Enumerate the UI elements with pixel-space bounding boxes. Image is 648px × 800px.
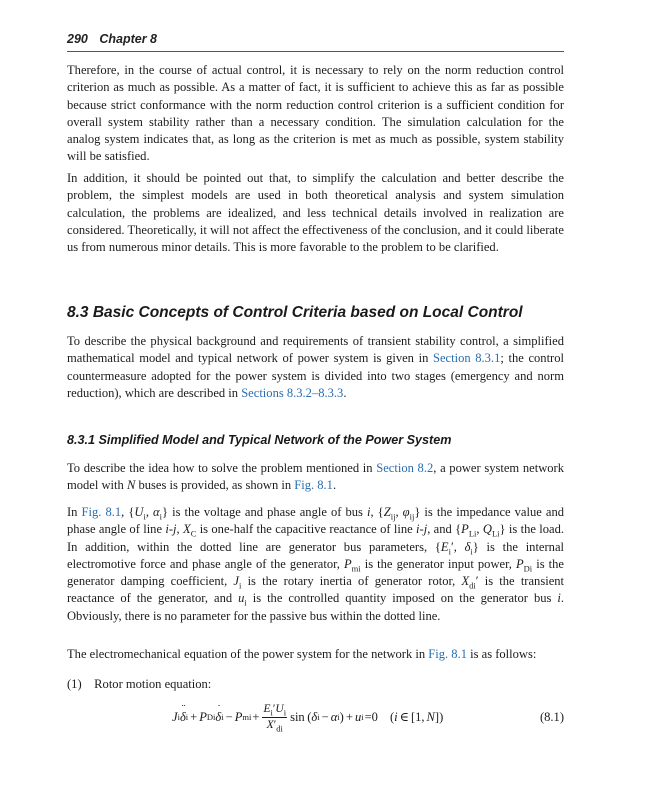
text-run: is the controlled quantity imposed on the generator bus — [246, 591, 558, 606]
subscript-i: i — [239, 580, 242, 591]
list-item-rotor-motion: (1) Rotor motion equation: — [67, 677, 212, 691]
eq-equals-zero: =0 — [364, 709, 378, 724]
symbol-i-j: i-j — [416, 522, 428, 537]
symbol-P: P — [515, 556, 524, 571]
eq-prime: ′ — [273, 718, 277, 731]
link-fig-8-1[interactable]: Fig. 8.1 — [294, 478, 333, 493]
prime-mark: ′ — [475, 574, 479, 589]
symbol-i: i — [557, 591, 561, 606]
eq-J: J — [172, 709, 178, 724]
eq-fraction — [262, 703, 287, 732]
subscript-Di: Di — [523, 563, 533, 574]
eq-sub-i: i — [270, 706, 273, 717]
symbol-alpha: α — [153, 505, 160, 519]
subscript-i: i — [159, 511, 162, 522]
subscript-ij: ij — [409, 511, 415, 522]
text-run: The electromechanical equation of the power system for the network in — [67, 647, 429, 661]
link-sections-8-3-2-8-3-3[interactable]: Sections 8.3.2–8.3.3 — [241, 385, 344, 400]
eq-u: u — [354, 709, 362, 724]
text-run: is the transient reactance of the generator, and — [67, 574, 565, 606]
eq-delta-dot: ˙ δ — [215, 710, 221, 725]
text-run: , — [395, 505, 403, 519]
text-run: . Obviously, there is no parameter for the passive bus within the dotted line. — [67, 591, 564, 623]
running-head — [67, 30, 564, 52]
symbol-i-j: i-j — [165, 522, 177, 537]
text-run: , — [476, 522, 483, 537]
text-run: ; the control countermeasure adopted for the power system is divided into two stages (emergency and norm reduction), which are described in — [67, 351, 564, 400]
text-run: is the generator input power, — [360, 556, 516, 571]
eq-minus: − — [225, 709, 233, 724]
text-run: is the generator damping coefficient, — [67, 556, 564, 589]
text-run: } is the voltage and phase angle of bus — [162, 505, 367, 519]
symbol-P: P — [344, 556, 352, 571]
eq-alpha: α — [330, 709, 338, 724]
equation-body: J i ¨ δ i + P Di ˙ δ i − P mi + $\frac{E_i'U_i}{X'_{di}}$ sin ( δ i − α i ) + u i =0 ( i ∈ [1, N ]) — [172, 697, 443, 737]
text-run: , and { — [427, 522, 462, 537]
eq-U: U — [275, 702, 284, 715]
symbol-phi: φ — [402, 505, 410, 519]
chapter-label: Chapter 8 — [99, 32, 157, 46]
intro-paragraph-1: Therefore, in the course of actual control, it is necessary to rely on the norm reduction control criterion as much as possible. As a matter of fact, it is sufficient to achieve this as far as possible because strict conformance with the norm reduction control criterion is a sufficient condition for overall system stability rather than a necessary condition. The simulation calculation for the analog system indicates that, as long as the criterion is met as much as possible, system stability will be satisfied. — [67, 63, 564, 164]
subscript-i: i — [470, 546, 473, 557]
intro-paragraph-2: In addition, it should be pointed out that, to simplify the calculation and better describe the problem, the simplest models are used in both theoretical analysis and system simulation calculation, the problems are idealized, and less technical details involved in realization are considered. Theoretically, it will not affect the effectiveness of the conclusion, and it could liberate us from numerous minor details. This is more favorable to the problem to be clarified. — [67, 171, 564, 255]
eq-numerator — [262, 703, 287, 718]
link-fig-8-1[interactable]: Fig. 8.1 — [428, 647, 467, 661]
eq-condition-open: ( — [389, 709, 395, 724]
symbol-P: P — [461, 522, 469, 537]
eq-delta-ddot: ¨ δ — [180, 710, 186, 725]
subscript-di: di — [469, 580, 476, 591]
text-run: } is the load. In addition, within the dotted line are generator bus parameters, { — [67, 522, 564, 554]
section-8-3-1-paragraph-3 — [67, 646, 564, 663]
symbol-U: U — [134, 505, 144, 519]
subscript-mi: mi — [351, 563, 361, 574]
equation-8-1 — [67, 697, 564, 737]
subscript-i: i — [143, 511, 146, 522]
eq-condition-close: ]) — [434, 709, 444, 724]
text-run: , — [145, 505, 154, 519]
eq-P: P — [199, 709, 207, 724]
eq-plus: + — [252, 709, 260, 724]
text-run: is one-half the capacitive reactance of line — [196, 522, 417, 537]
symbol-Z: Z — [383, 505, 391, 519]
eq-sub-i: i — [283, 706, 287, 717]
subscript-i: i — [448, 546, 451, 557]
eq-sub-di: di — [276, 722, 283, 733]
symbol-X: X — [183, 522, 191, 537]
text-run: , { — [121, 505, 135, 519]
eq-N: N — [426, 709, 435, 724]
symbol-i: i — [366, 505, 371, 519]
eq-prime: ′ — [272, 702, 276, 715]
eq-X: X — [266, 718, 274, 731]
section-8-3-paragraph — [67, 333, 564, 402]
eq-cond-i: i — [394, 709, 398, 724]
section-8-3-heading: 8.3 Basic Concepts of Control Criteria based on Local Control — [67, 304, 523, 321]
subscript-C: C — [190, 528, 197, 539]
page-number: 290 — [67, 32, 88, 46]
eq-P: P — [234, 709, 243, 724]
eq-denominator — [267, 718, 283, 732]
symbol-delta: δ — [464, 539, 471, 554]
eq-interval: [1, — [410, 709, 425, 724]
text-run: , a power system network model with — [67, 461, 564, 493]
symbol-E: E — [440, 539, 449, 554]
text-run: , — [176, 522, 184, 537]
section-8-3-1-heading: 8.3.1 Simplified Model and Typical Network of the Power System — [67, 433, 452, 447]
symbol-J: J — [233, 574, 239, 589]
text-run: , { — [370, 505, 384, 519]
text-run: buses is provided, as shown in — [135, 478, 295, 493]
eq-E: E — [263, 702, 271, 715]
subscript-i: i — [244, 597, 247, 608]
symbol-Q: Q — [482, 522, 492, 537]
eq-plus: + — [345, 709, 353, 724]
prime-mark: ′ — [450, 539, 454, 554]
text-run: . — [332, 478, 337, 493]
eq-delta: δ — [311, 709, 318, 724]
equation-number: (8.1) — [539, 709, 564, 724]
link-fig-8-1[interactable]: Fig. 8.1 — [81, 505, 122, 519]
section-8-3-1-paragraph-2 — [67, 504, 564, 625]
text-run: is as follows: — [467, 647, 537, 661]
text-run: To describe the physical background and requirements of transient stability control, a simplified mathematical model and typical network of power system is given in — [67, 334, 564, 366]
eq-close-paren: ) — [339, 709, 344, 724]
text-run: . — [343, 385, 347, 400]
section-8-3-1-paragraph-1 — [67, 460, 564, 495]
text-run: } is the internal electromotive force and phase angle of the generator, — [67, 539, 565, 571]
text-run: is the rotary inertia of generator rotor, — [241, 574, 462, 589]
symbol-N: N — [126, 478, 136, 493]
text-run: , — [453, 539, 465, 554]
eq-in-symbol: ∈ — [399, 710, 409, 724]
text-run: To describe the idea how to solve the problem mentioned in — [67, 461, 377, 475]
link-section-8-2[interactable]: Section 8.2 — [376, 461, 434, 475]
link-section-8-3-1[interactable]: Section 8.3.1 — [432, 351, 501, 366]
text-run: In — [67, 505, 82, 519]
subscript-ij: ij — [390, 511, 396, 522]
eq-sin: sin ( — [290, 709, 312, 724]
subscript-Li: Li — [468, 528, 477, 539]
eq-plus: + — [190, 709, 198, 724]
eq-minus: − — [321, 709, 329, 724]
symbol-X: X — [461, 574, 470, 589]
text-run: } is the impedance value and phase angle of line — [67, 505, 565, 537]
symbol-u: u — [238, 591, 245, 606]
subscript-Li: Li — [491, 528, 500, 539]
